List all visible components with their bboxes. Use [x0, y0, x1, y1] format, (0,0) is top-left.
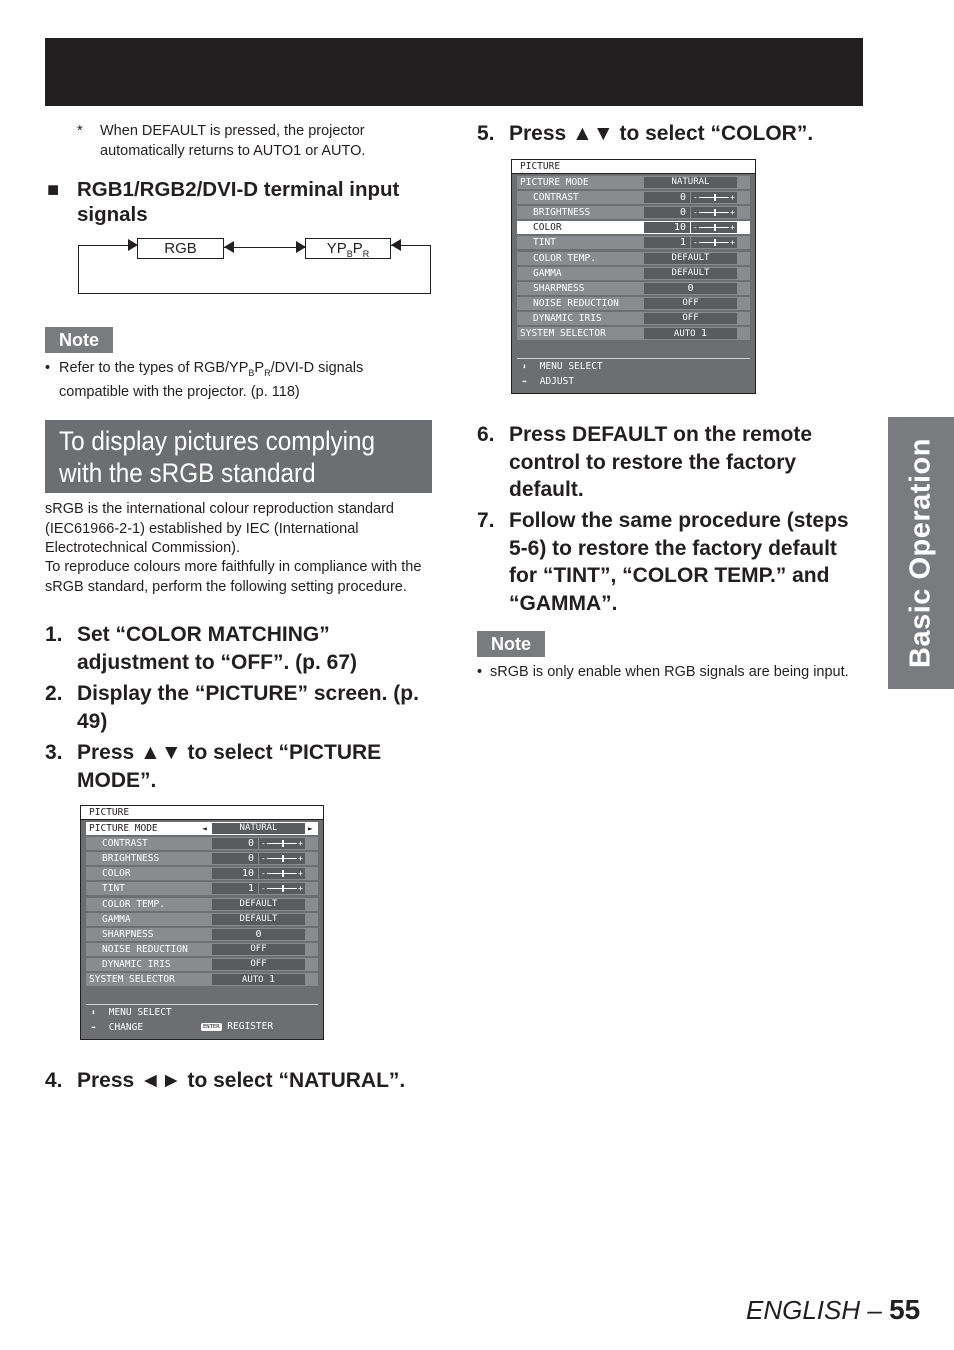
- header-bar: [45, 38, 863, 106]
- menu-footer-register: ENTER REGISTER: [203, 1021, 274, 1032]
- menu-row-value: 0: [644, 192, 690, 203]
- menu-row-value: 0: [644, 283, 737, 294]
- picture-menu-screenshot: [80, 805, 324, 1040]
- menu-row[interactable]: [86, 822, 318, 835]
- menu-row[interactable]: [517, 191, 750, 204]
- menu-row[interactable]: [86, 867, 318, 880]
- menu-row[interactable]: [86, 882, 318, 895]
- menu-row-label: SHARPNESS: [533, 282, 585, 294]
- menu-row[interactable]: [517, 221, 750, 234]
- slider-minus-icon: -: [693, 208, 698, 218]
- menu-row-value: 0: [644, 207, 690, 218]
- menu-row[interactable]: [517, 297, 750, 310]
- menu-row-label: PICTURE MODE: [520, 177, 589, 188]
- note-bullet: •: [45, 360, 51, 376]
- diagram-label-ypbpr: $YP_BP_R$: [305, 238, 391, 259]
- note-bullet: •: [477, 664, 483, 680]
- menu-row-value: OFF: [212, 944, 305, 955]
- page-number: 55: [889, 1294, 921, 1325]
- menu-footer-select: ⬍ MENU SELECT: [91, 1007, 172, 1018]
- menu-row[interactable]: [517, 206, 750, 219]
- slider-plus-icon: +: [730, 223, 735, 233]
- step-6: 6. Press DEFAULT on the remote control to restore the factory default.: [477, 423, 813, 501]
- diagram-label-rgb: RGB: [137, 238, 224, 259]
- menu-row-label: BRIGHTNESS: [533, 207, 591, 219]
- menu-row-label: TINT: [102, 883, 125, 895]
- slider-minus-icon: -: [693, 223, 698, 233]
- menu-row-value: DEFAULT: [212, 914, 305, 925]
- slider-plus-icon: +: [730, 238, 735, 248]
- slider-minus-icon: -: [693, 193, 698, 203]
- footnote-text: When DEFAULT is pressed, the projector automatically returns to AUTO1 or AUTO.: [100, 123, 366, 159]
- menu-row-label: NOISE REDUCTION: [102, 943, 188, 955]
- menu-row-value: 1: [212, 883, 258, 894]
- slider-gauge: [259, 883, 305, 894]
- menu-row-label: BRIGHTNESS: [102, 853, 160, 865]
- menu-row-label: CONTRAST: [533, 192, 579, 204]
- slider-gauge: [259, 838, 305, 849]
- section-bullet: ■: [47, 179, 60, 201]
- up-down-icon: ⬍: [91, 1008, 96, 1017]
- menu-row-label: COLOR TEMP.: [102, 898, 165, 910]
- menu-row[interactable]: [86, 898, 318, 911]
- note-label: Note: [477, 631, 545, 657]
- menu-row-label: COLOR: [533, 222, 562, 234]
- slider-plus-icon: +: [298, 854, 303, 864]
- menu-title: PICTURE: [81, 806, 323, 820]
- menu-row-value: DEFAULT: [644, 253, 737, 264]
- step-4: 4. Press ◄► to select “NATURAL”.: [45, 1069, 406, 1092]
- left-right-icon: ⬌: [522, 377, 527, 386]
- menu-row-label: SYSTEM SELECTOR: [89, 974, 175, 985]
- menu-row[interactable]: [86, 973, 318, 986]
- intro-paragraph-1: sRGB is the international colour reproduction standard (IEC61966-2-1) established by IEC (International Electrotechnical Commission).: [45, 501, 394, 556]
- arrow-left-icon: [391, 239, 401, 251]
- step-5: 5. Press ▲▼ to select “COLOR”.: [477, 122, 814, 145]
- menu-footer-select: ⬍ MENU SELECT: [522, 361, 603, 372]
- slider-gauge: [691, 192, 737, 203]
- intro-paragraph-2: To reproduce colours more faithfully in compliance with the sRGB standard, perform the following setting procedure.: [45, 559, 422, 595]
- arrow-left-icon[interactable]: ◄: [202, 824, 207, 833]
- menu-row-value: 0: [212, 838, 258, 849]
- menu-row[interactable]: [517, 282, 750, 295]
- menu-row-value: 0: [212, 929, 305, 940]
- menu-row-label: COLOR TEMP.: [533, 252, 596, 264]
- slider-minus-icon: -: [261, 884, 266, 894]
- slider-plus-icon: +: [298, 839, 303, 849]
- up-down-icon: ⬍: [522, 362, 527, 371]
- enter-key-icon: ENTER: [203, 1023, 220, 1030]
- menu-row-value: OFF: [644, 298, 737, 309]
- menu-row[interactable]: [517, 252, 750, 265]
- slider-gauge: [691, 237, 737, 248]
- slider-gauge: [259, 853, 305, 864]
- slider-gauge: [259, 868, 305, 879]
- menu-row[interactable]: [517, 312, 750, 325]
- menu-row-value: AUTO 1: [644, 328, 737, 339]
- menu-row-value: 0: [212, 853, 258, 864]
- slider-gauge: [691, 207, 737, 218]
- slider-plus-icon: +: [298, 869, 303, 879]
- slider-plus-icon: +: [730, 208, 735, 218]
- menu-row-label: NOISE REDUCTION: [533, 297, 619, 309]
- menu-row-label: COLOR: [102, 868, 131, 880]
- slider-plus-icon: +: [730, 193, 735, 203]
- menu-row[interactable]: [517, 236, 750, 249]
- menu-footer-change: ⬌ ADJUST: [522, 376, 575, 387]
- section-banner: [45, 420, 432, 493]
- step-7: 7. Follow the same procedure (steps 5-6) to restore the factory default for “TINT”, “COLOR TEMP.” and “GAMMA”.: [477, 509, 849, 615]
- menu-footer-change: ⬌ CHANGE: [91, 1022, 144, 1033]
- menu-row[interactable]: [86, 943, 318, 956]
- banner-line-2: with the sRGB standard: [59, 458, 316, 488]
- step-2: 2. Display the “PICTURE” screen. (p. 49): [45, 682, 419, 733]
- menu-row[interactable]: [517, 176, 750, 189]
- chapter-side-tab: [888, 417, 954, 689]
- menu-row[interactable]: [86, 958, 318, 971]
- menu-row-value: 10: [644, 222, 690, 233]
- chapter-side-tab-label: Basic Operation: [904, 438, 937, 668]
- arrow-left-icon: [224, 241, 234, 253]
- menu-row-label: CONTRAST: [102, 838, 148, 850]
- banner-line-1: To display pictures complying: [59, 426, 376, 456]
- menu-row-label: DYNAMIC IRIS: [102, 958, 171, 970]
- menu-row-label: GAMMA: [102, 913, 131, 925]
- menu-row-label: DYNAMIC IRIS: [533, 312, 602, 324]
- menu-row-label: GAMMA: [533, 267, 562, 279]
- note-label: Note: [45, 327, 113, 353]
- arrow-right-icon[interactable]: ►: [308, 824, 313, 833]
- step-3: 3. Press ▲▼ to select “PICTURE MODE”.: [45, 741, 382, 792]
- menu-row-value: AUTO 1: [212, 974, 305, 985]
- left-right-icon: ⬌: [91, 1023, 96, 1032]
- footer-language: ENGLISH: [746, 1295, 861, 1325]
- menu-row[interactable]: [517, 267, 750, 280]
- menu-row-label: SHARPNESS: [102, 928, 154, 940]
- menu-row[interactable]: [86, 837, 318, 850]
- menu-row-value: OFF: [212, 959, 305, 970]
- step-1: 1. Set “COLOR MATCHING” adjustment to “OFF”. (p. 67): [45, 623, 358, 674]
- menu-row-value: NATURAL: [644, 177, 737, 188]
- slider-plus-icon: +: [298, 884, 303, 894]
- menu-row-label: TINT: [533, 237, 556, 249]
- slider-minus-icon: -: [693, 238, 698, 248]
- page-footer: ENGLISH – 55: [746, 1294, 921, 1325]
- menu-row-label: SYSTEM SELECTOR: [520, 328, 606, 339]
- slider-minus-icon: -: [261, 869, 266, 879]
- slider-minus-icon: -: [261, 854, 266, 864]
- slider-gauge: [691, 222, 737, 233]
- section-heading: RGB1/RGB2/DVI-D terminal input signals: [77, 178, 400, 226]
- menu-row-value: OFF: [644, 313, 737, 324]
- menu-row-value: 1: [644, 237, 690, 248]
- menu-row[interactable]: [86, 852, 318, 865]
- menu-row-value: DEFAULT: [212, 899, 305, 910]
- menu-row-value: DEFAULT: [644, 268, 737, 279]
- footnote-asterisk: *: [77, 123, 83, 139]
- menu-row[interactable]: [517, 327, 750, 340]
- slider-minus-icon: -: [261, 839, 266, 849]
- menu-row-value: 10: [212, 868, 258, 879]
- note-text: Refer to the types of RGB/$YP_BP_R/DVI-D$ signals compatible with the projector. (p. 118): [59, 360, 364, 401]
- note-text: sRGB is only enable when RGB signals are being input.: [490, 664, 849, 680]
- picture-menu-screenshot: [511, 159, 756, 394]
- menu-row[interactable]: [86, 913, 318, 926]
- menu-row-label: PICTURE MODE: [89, 823, 158, 834]
- diagram-line-middle: [224, 247, 305, 248]
- menu-row[interactable]: [86, 928, 318, 941]
- menu-title: PICTURE: [512, 160, 755, 174]
- menu-row-value: NATURAL: [212, 823, 305, 834]
